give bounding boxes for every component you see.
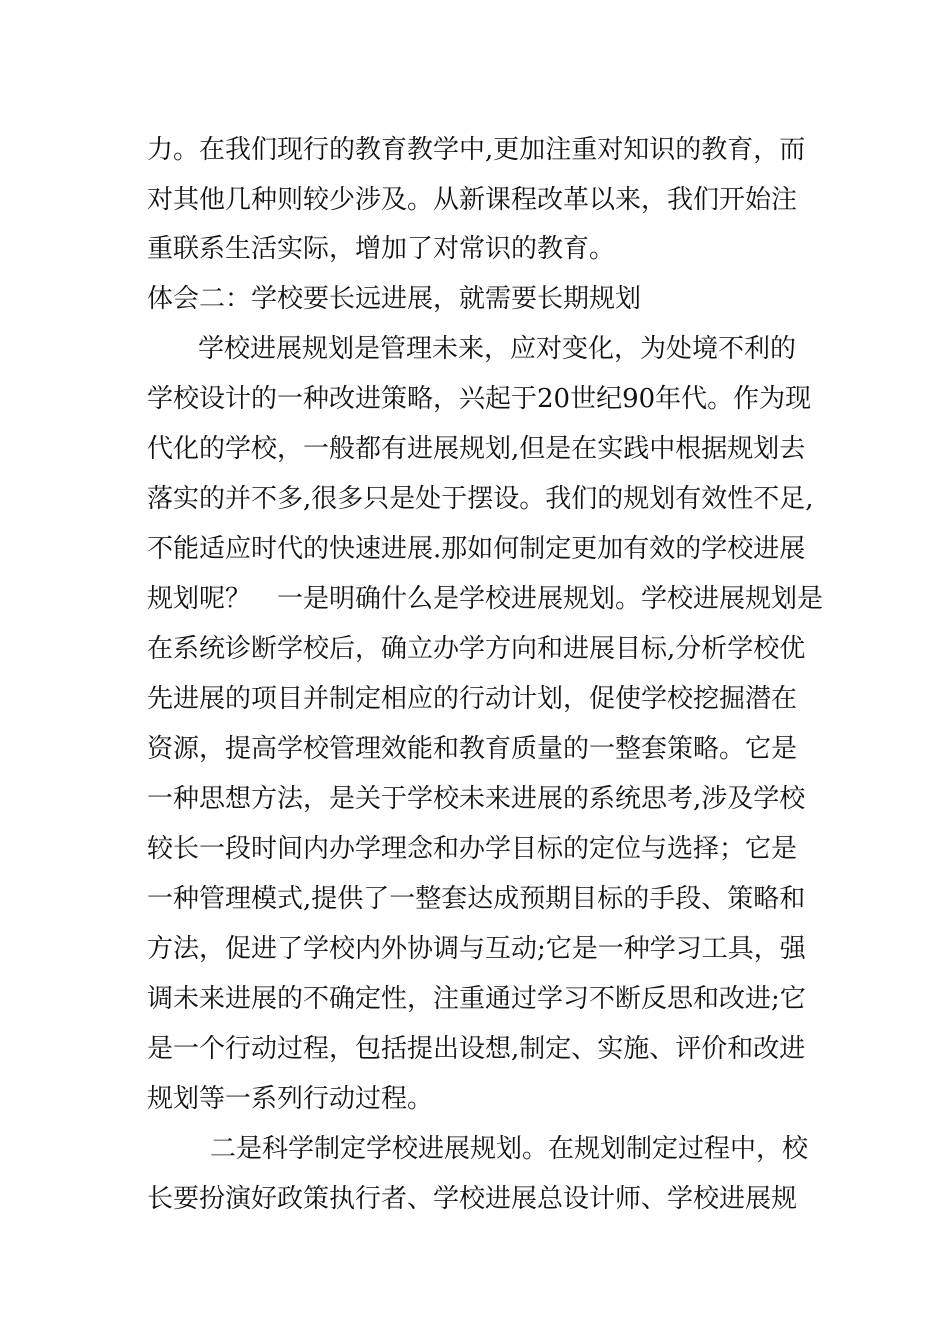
section-heading: 体会二：学校要长远进展，就需要长期规划 [147,284,642,314]
text-line: 资源，提高学校管理效能和教育质量的一整套策略。它是 [147,734,798,764]
text-line: 力。在我们现行的教育教学中,更加注重对知识的教育，而 [147,135,806,165]
text-line: 规划等一系列行动过程。 [147,1084,434,1114]
text-line: 重联系生活实际，增加了对常识的教育。 [147,234,616,264]
text-line: 是一个行动过程，包括提出设想,制定、实施、评价和改进 [147,1034,806,1064]
text-line: 方法，促进了学校内外协调与互动;它是一种学习工具，强 [147,934,806,964]
text-line: 代化的学校，一般都有进展规划,但是在实践中根据规划去 [147,434,806,464]
text-line: 规划呢？ 一是明确什么是学校进展规划。学校进展规划是 [147,584,824,614]
text-line: 落实的并不多,很多只是处于摆设。我们的规划有效性不足, [147,484,814,514]
text-line: 一种管理模式,提供了一整套达成预期目标的手段、策略和 [147,884,806,914]
text-line: 先进展的项目并制定相应的行动计划，促使学校挖掘潜在 [147,684,798,714]
text-line: 调未来进展的不确定性，注重通过学习不断反思和改进;它 [147,984,806,1014]
text-line: 一种思想方法，是关于学校未来进展的系统思考,涉及学校 [147,784,806,814]
text-line: 在系统诊断学校后，确立办学方向和进展目标,分析学校优 [147,634,806,664]
text-line: 长要扮演好政策执行者、学校进展总设计师、学校进展规 [147,1184,798,1214]
text-line: 较长一段时间内办学理念和办学目标的定位与选择；它是 [147,834,798,864]
text-line: 对其他几种则较少涉及。从新课程改革以来，我们开始注 [147,185,798,215]
text-line: 学校进展规划是管理未来，应对变化，为处境不利的 [198,334,797,364]
text-line: 二是科学制定学校进展规划。在规划制定过程中，校 [210,1134,809,1164]
text-line: 不能适应时代的快速进展.那如何制定更加有效的学校进展 [147,534,806,564]
text-line: 学校设计的一种改进策略，兴起于20世纪90年代。作为现 [147,384,812,414]
